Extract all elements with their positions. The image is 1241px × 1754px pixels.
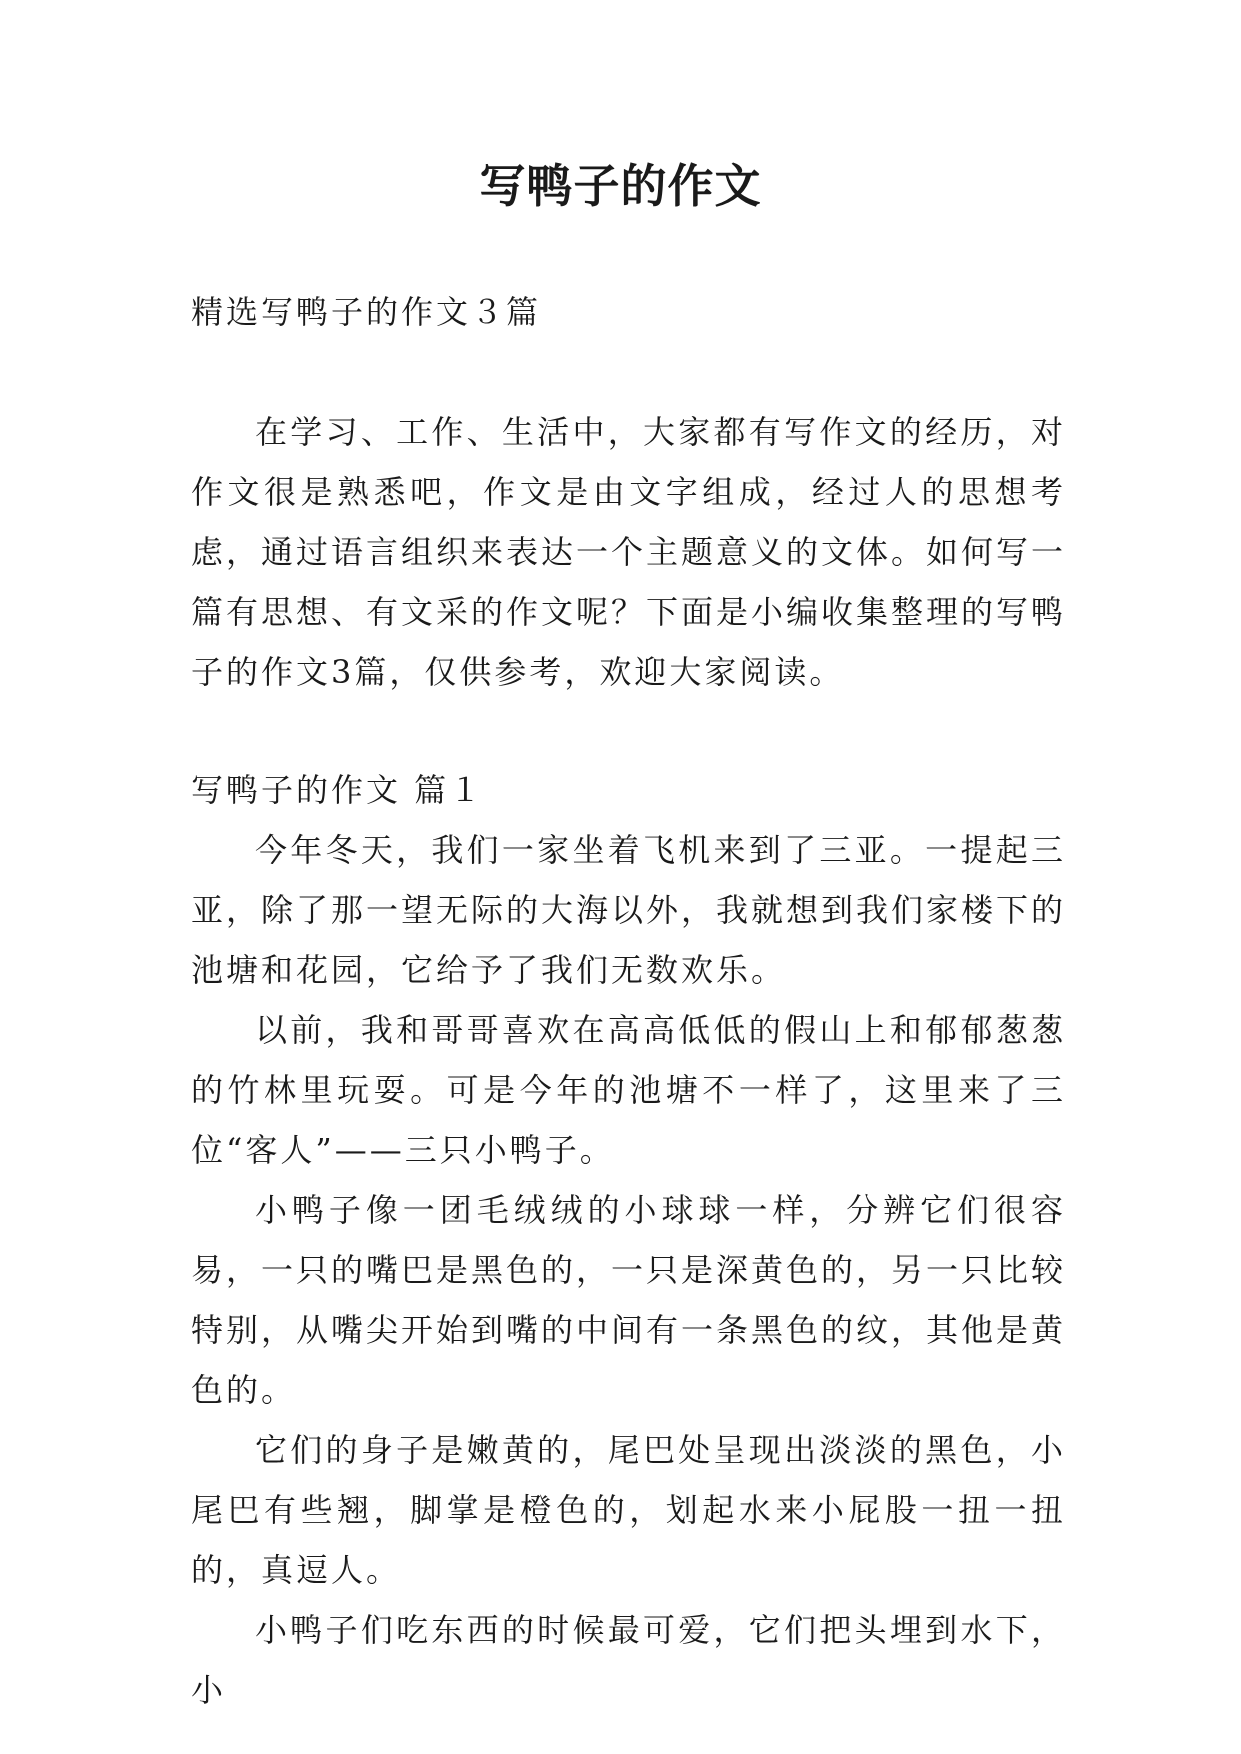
body-paragraph: 小鸭子们吃东西的时候最可爱，它们把头埋到水下，小 <box>191 1611 1066 1709</box>
document-subtitle: 精选写鸭子的作文３篇 <box>191 293 542 331</box>
intro-paragraph: 在学习、工作、生活中，大家都有写作文的经历，对作文很是熟悉吧，作文是由文字组成，经过人的思想考虑，通过语言组织来表达一个主题意义的文体。如何写一篇有思想、有文采的作文呢？下面是小编收集整理的写鸭子的作文3篇，仅供参考，欢迎大家阅读。 <box>191 413 1067 691</box>
body-paragraph: 它们的身子是嫩黄的，尾巴处呈现出淡淡的黑色，小尾巴有些翘，脚掌是橙色的，划起水来小屁股一扭一扭的，真逗人。 <box>191 1431 1066 1589</box>
body-paragraph: 以前，我和哥哥喜欢在高高低低的假山上和郁郁葱葱的竹林里玩耍。可是今年的池塘不一样了，这里来了三位“客人”——三只小鸭子。 <box>191 1011 1066 1169</box>
body-paragraph: 今年冬天，我们一家坐着飞机来到了三亚。一提起三亚，除了那一望无际的大海以外，我就想到我们家楼下的池塘和花园，它给予了我们无数欢乐。 <box>191 831 1067 989</box>
body-paragraph: 小鸭子像一团毛绒绒的小球球一样，分辨它们很容易，一只的嘴巴是黑色的，一只是深黄色的，另一只比较特别，从嘴尖开始到嘴的中间有一条黑色的纹，其他是黄色的。 <box>191 1191 1067 1409</box>
spacer <box>191 702 1066 760</box>
section-heading: 写鸭子的作文 篇１ <box>191 771 485 809</box>
document-body <box>191 282 1066 1720</box>
spacer <box>191 342 1066 402</box>
document-title: 写鸭子的作文 <box>479 159 762 213</box>
